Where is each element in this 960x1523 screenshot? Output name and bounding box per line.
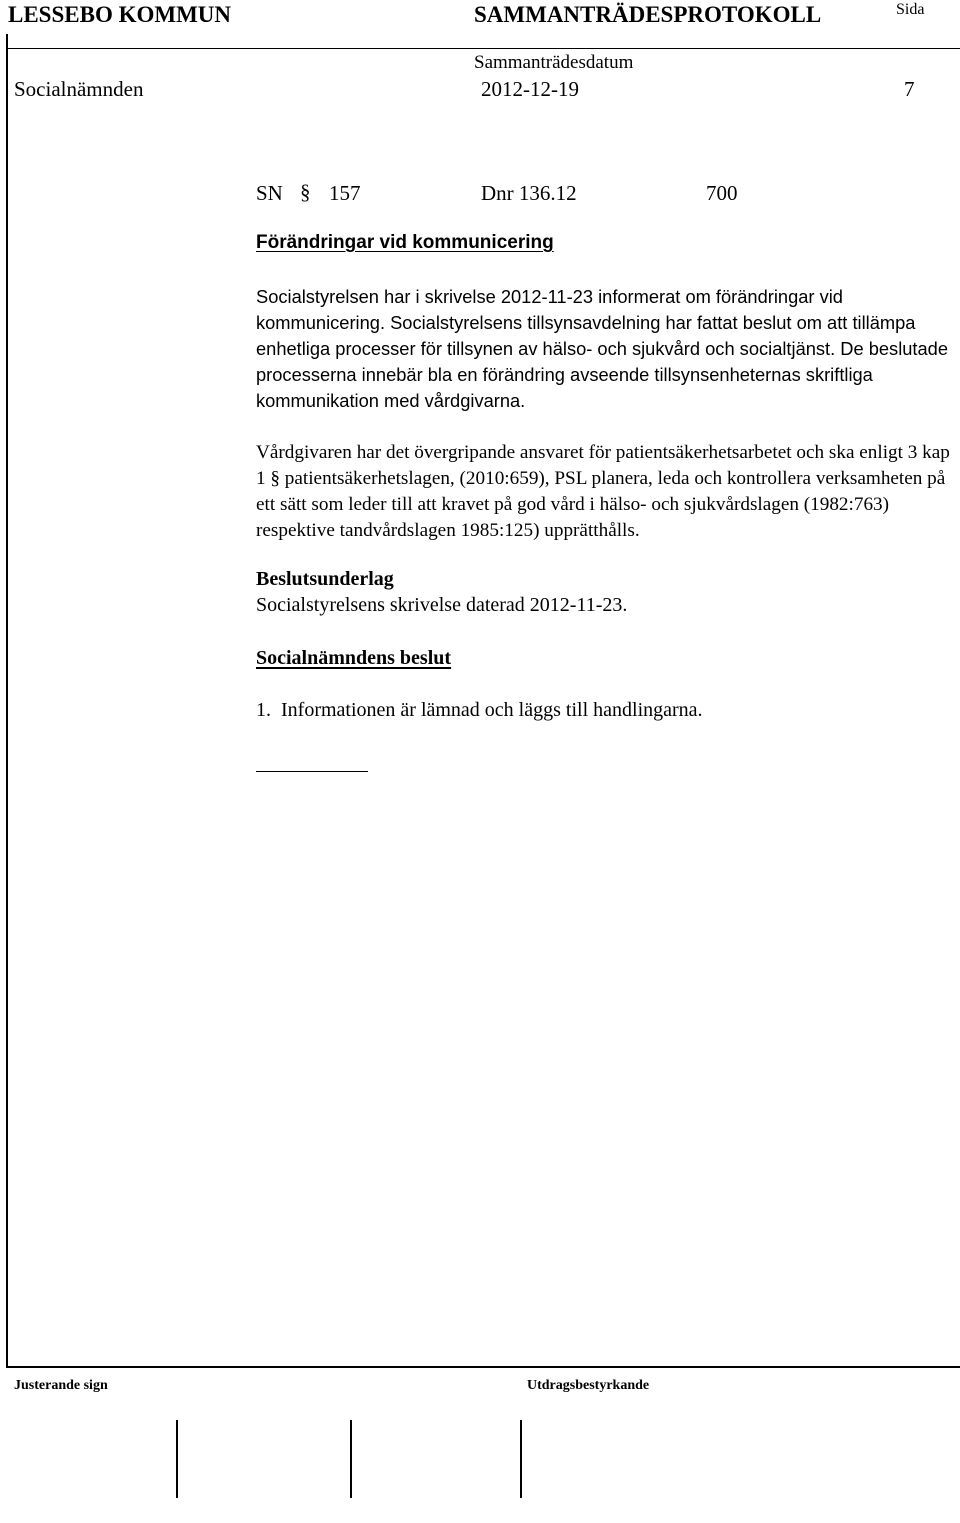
utdragsbestyrkande-label: Utdragsbestyrkande [527,1378,650,1393]
archive-code: 700 [706,181,738,205]
sn-label: SN [256,181,283,205]
committee-name: Socialnämnden [14,77,144,101]
justerande-sign-label: Justerande sign [14,1378,108,1393]
beslutsunderlag-text: Socialstyrelsens skrivelse daterad 2012-11-23. [256,594,628,616]
case-title: Förändringar vid kommunicering [256,232,554,253]
section-sign-icon: § [300,180,311,204]
footer-rule [6,1366,960,1368]
org-name: LESSEBO KOMMUN [8,2,232,27]
meeting-date: 2012-12-19 [481,77,579,101]
body-paragraph-responsibility: Vårdgivaren har det övergripande ansvaret för patientsäkerhetsarbetet och ska enligt 3 kap 1 § patientsäkerhetslagen, (2010:659), PSL planera, leda och kontrollera verksamheten på ett sätt som leder till att kravet på god vård i hälso- och sjukvårdslagen (1982:763) respektive tandvårdslagen 1985:125) upprätthålls. [256,442,950,541]
decision-item: 1. Informationen är lämnad och läggs till handlingarna. [256,699,703,721]
left-margin-rule [6,34,8,1367]
sn-number: 157 [329,181,361,205]
end-rule [256,771,368,772]
date-label: Sammanträdesdatum [474,52,634,73]
signature-box-divider [350,1420,352,1498]
beslutsunderlag-heading: Beslutsunderlag [256,568,394,590]
page-number: 7 [904,77,915,101]
document-type: SAMMANTRÄDESPROTOKOLL [474,2,822,27]
header-rule [6,48,960,49]
signature-box-divider [176,1420,178,1498]
page-label: Sida [896,1,925,18]
dnr-number: Dnr 136.12 [481,181,577,205]
decision-heading: Socialnämndens beslut [256,647,452,669]
body-paragraph-intro: Socialstyrelsen har i skrivelse 2012-11-23 informerat om förändringar vid kommunicering. Socialstyrelsens tillsynsavdelning har fattat beslut om att tillämpa enhetliga processer för tillsynen av hälso- och sjukvård och socialtjänst. De beslutade processerna innebär bla en förändring avseende tillsynsenheternas skriftliga kommunikation med vårdgivarna. [256,286,949,411]
signature-box-divider [520,1420,522,1498]
